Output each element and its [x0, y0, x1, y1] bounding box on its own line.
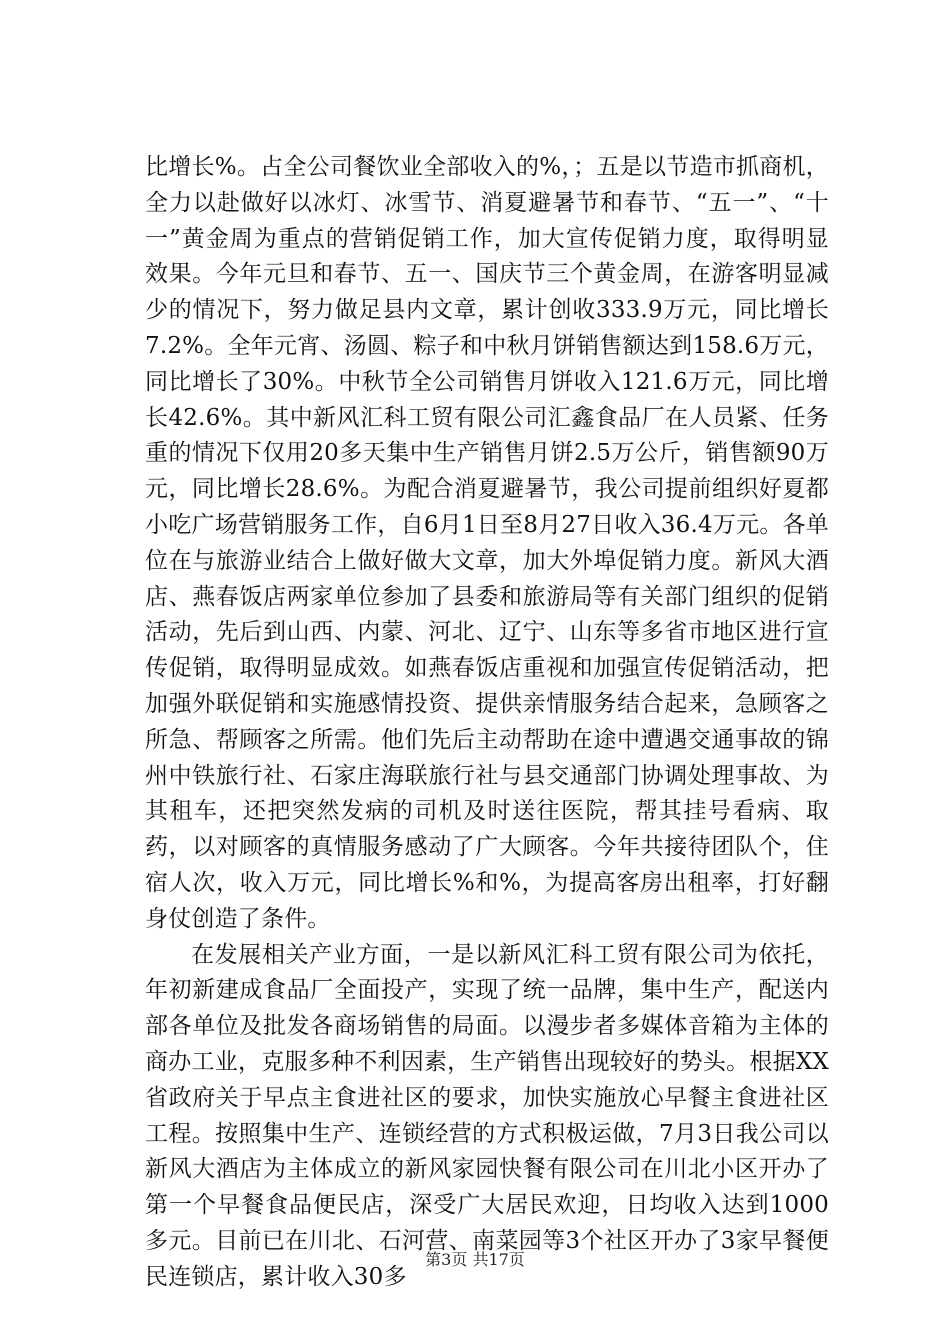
page-footer: 第3页 共17页 [425, 1250, 525, 1269]
paragraph-2: 在发展相关产业方面，一是以新风汇科工贸有限公司为依托，年初新建成食品厂全面投产，实现了统一品牌，集中生产，配送内部各单位及批发各商场销售的局面。以漫步者多媒体音箱为主体的商办工业，克服多种不利因素，生产销售出现较好的势头。根据XX省政府关于早点主食进社区的要求，加快实施放心早餐主食进社区工程。按照集中生产、连锁经营的方式积极运做，7月3日我公司以新风大酒店为主体成立的新风家园快餐有限公司在川北小区开办了第一个早餐食品便民店，深受广大居民欢迎，日均收入达到1000多元。目前已在川北、石河营、南菜园等3个社区开办了3家早餐便民连锁店，累计收入30多 [145, 941, 829, 1290]
body-text [145, 150, 829, 1296]
paragraph-1: 比增长%。占全公司餐饮业全部收入的%，；五是以节造市抓商机，全力以赴做好以冰灯、冰雪节、消夏避暑节和春节、“五一”、“十一”黄金周为重点的营销促销工作，加大宣传促销力度，取得明显效果。今年元旦和春节、五一、国庆节三个黄金周，在游客明显减少的情况下，努力做足县内文章，累计创收333.9万元，同比增长7.2%。全年元宵、汤圆、粽子和中秋月饼销售额达到158.6万元，同比增长了30%。中秋节全公司销售月饼收入121.6万元，同比增长42.6%。其中新风汇科工贸有限公司汇鑫食品厂在人员紧、任务重的情况下仅用20多天集中生产销售月饼2.5万公斤，销售额90万元，同比增长28.6%。为配合消夏避暑节，我公司提前组织好夏都小吃广场营销服务工作，自6月1日至8月27日收入36.4万元。各单位在与旅游业结合上做好做大文章，加大外埠促销力度。新风大酒店、燕春饭店两家单位参加了县委和旅游局等有关部门组织的促销活动，先后到山西、内蒙、河北、辽宁、山东等多省市地区进行宣传促销，取得明显成效。如燕春饭店重视和加强宣传促销活动，把加强外联促销和实施感情投资、提供亲情服务结合起来，急顾客之所急、帮顾客之所需。他们先后主动帮助在途中遭遇交通事故的锦州中铁旅行社、石家庄海联旅行社与县交通部门协调处理事故、为其租车，还把突然发病的司机及时送往医院，帮其挂号看病、取药，以对顾客的真情服务感动了广大顾客。今年共接待团队个，住宿人次，收入万元，同比增长%和%，为提高客房出租率，打好翻身仗创造了条件。 [145, 154, 829, 932]
